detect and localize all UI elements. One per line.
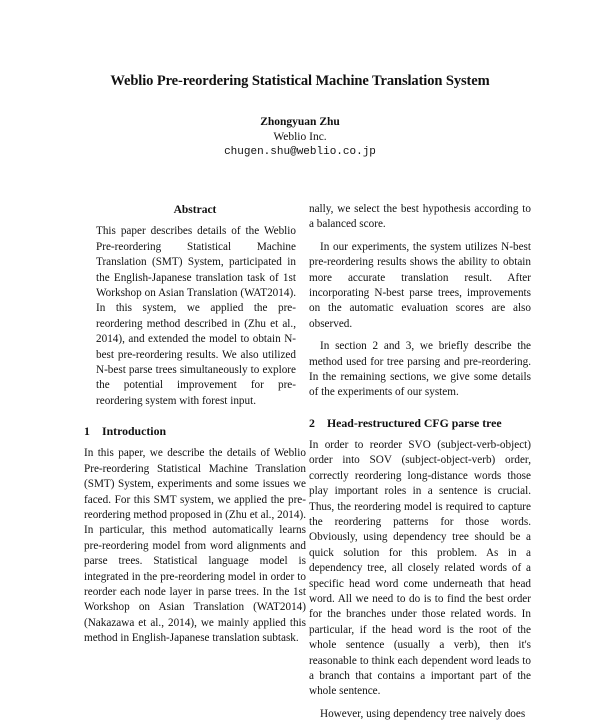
author-name: Zhongyuan Zhu xyxy=(260,116,340,128)
abstract-text: This paper describes details of the Weblio Pre-reordering Statistical Machine Translation (SMT) System, participated in the English-Japanese translation task of 1st Workshop on Asian Translation (WAT2014). In this system, we applied the pre-reordering method described in (Zhu et al., 2014), and extended the model to obtain N-best pre-reordering results. We also utilized N-best parse trees simultaneously to explore the potential improvement for pre-reordering system with forest input. xyxy=(96,225,296,407)
experiments-paragraph: In our experiments, the system utilizes N-best pre-reordering results shows the ability to obtain more accurate translation result. After incorporating N-best parse trees, improvements on the automatic evaluation scores are also observed. xyxy=(309,240,531,330)
cfg-paragraph: In order to reorder SVO (subject-verb-object) order into SOV (subject-object-verb) order, correctly reordering long-distance words those play important roles in a sentence is crucial. Thus, the reordering model is required to capture the reordering patterns for those words. Obviously, using dependency tree should be a quick solution for this problem. As in a dependency tree, all closely related words of a specific head word come underneath that head word. All we need to do is to find the best order for the branches under those related words. In particular, if the head word is the root of the whole sentence (usually a verb), then it's reasonable to think each dependent word leads to a branch that contains a important part of the whole sentence. xyxy=(309,438,531,698)
section-number: 1 xyxy=(84,424,90,439)
author-affiliation: Weblio Inc. xyxy=(273,131,327,143)
author-email[interactable]: chugen.shu@weblio.co.jp xyxy=(224,146,376,158)
paper-title: Weblio Pre-reordering Statistical Machine Translation System xyxy=(110,73,490,89)
section-heading-cfg xyxy=(309,415,531,431)
cfg-paragraph-2: However, using dependency tree naively does xyxy=(320,707,526,720)
abstract-block xyxy=(96,224,296,409)
abstract-heading: Abstract xyxy=(173,204,217,216)
intro-paragraph: In this paper, we describe the details of Weblio Pre-reordering Statistical Machine Translation (SMT) System, experiments and some issues we faced. For this SMT system, we applied the pre-reordering method proposed in (Zhu et al., 2014). In particular, this method automatically learns pre-reordering model from word alignments and parse trees. Statistical language model is integrated in the pre-reordering model in order to reorder each node layer in parse trees. In the 1st Workshop on Asian Translation (WAT2014) (Nakazawa et al., 2014), we mainly applied this method in English-Japanese translation subtask. xyxy=(84,447,306,645)
paragraph-continuation: nally, we select the best hypothesis according to a balanced score. xyxy=(309,203,531,231)
section-title: Introduction xyxy=(102,424,167,439)
right-column xyxy=(309,202,531,722)
left-column xyxy=(84,203,306,647)
section-number: 2 xyxy=(309,415,315,430)
section-heading-introduction xyxy=(84,423,306,439)
section-title: Head-restructured CFG parse tree xyxy=(327,415,502,430)
outline-paragraph: In section 2 and 3, we briefly describe the method used for tree parsing and pre-reordering. In the remaining sections, we give some details of the experiments of our system. xyxy=(309,340,531,399)
